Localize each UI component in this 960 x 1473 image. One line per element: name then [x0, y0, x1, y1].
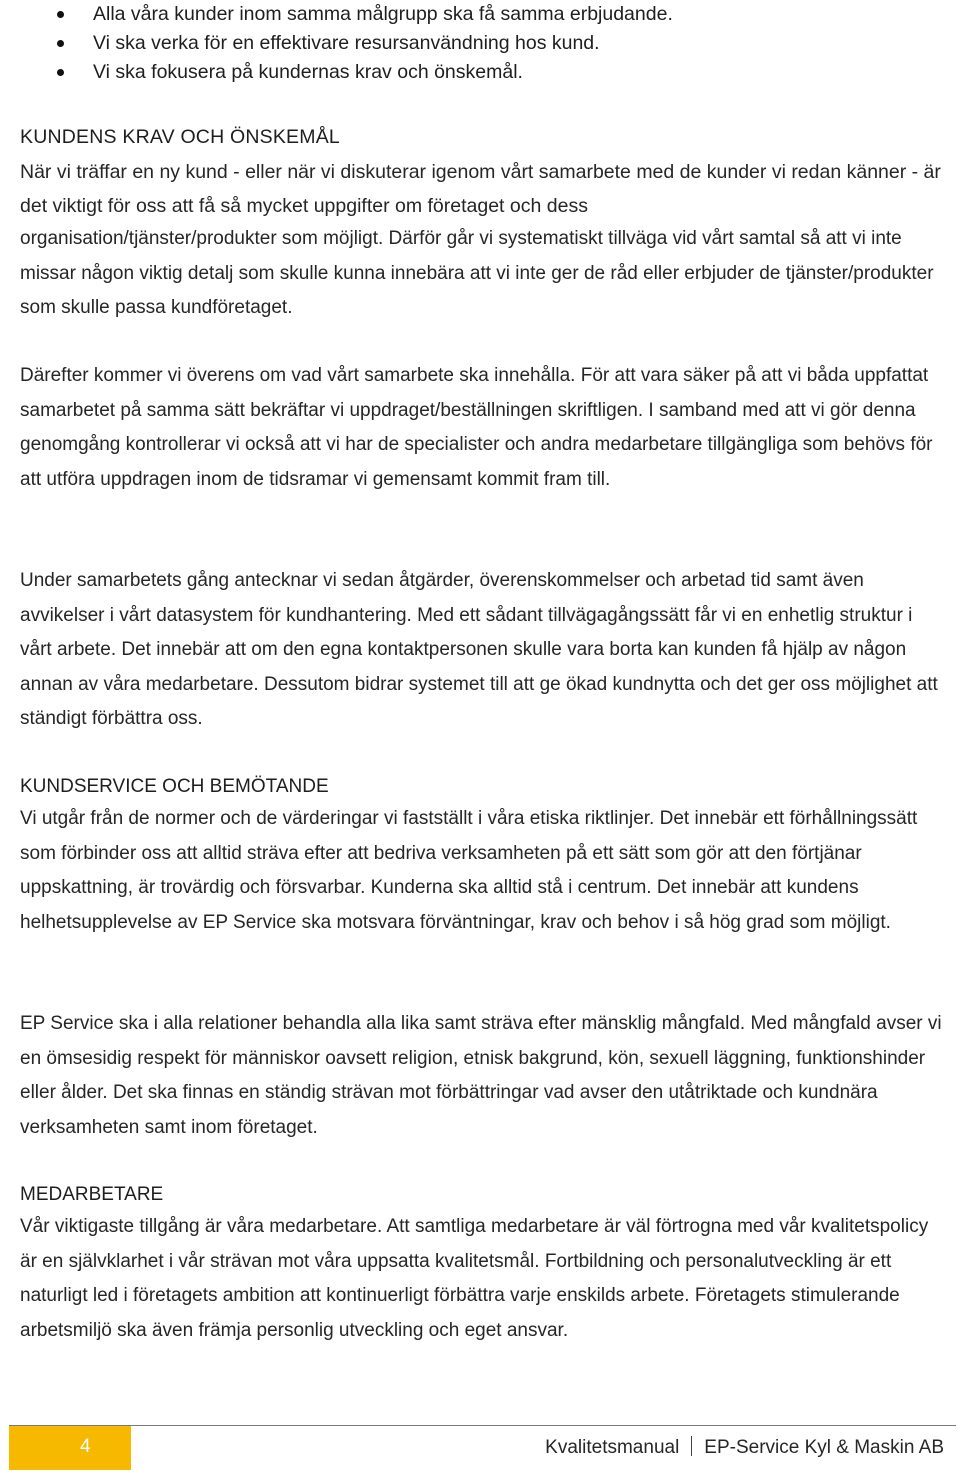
footer-document-title [545, 1436, 944, 1459]
footer-divider [9, 1425, 956, 1426]
section-paragraph: EP Service ska i alla relationer behandla alla lika samt sträva efter mänsklig mångfald. Med mångfald avser vi en ömsesidig respekt för människor oavsett religion, etnisk bakgrund, kön, sexuell läggning, funktionshinder eller ålder. Det ska finnas en ständig strävan mot förbättringar vad avser den utåtriktade och kundnära verksamheten samt inom företaget. [20, 1013, 942, 1138]
section-heading: KUNDENS KRAV OCH ÖNSKEMÅL [20, 126, 340, 148]
section-paragraph: organisation/tjänster/produkter som möjligt. Därför går vi systematiskt tillväga vid vårt samtal så att vi inte missar någon viktig detalj som skulle kunna innebära att vi inte ger de råd eller erbjuder de tjänster/produkter som skulle passa kundföretaget. [20, 228, 934, 318]
bullet-dot-icon [57, 40, 64, 47]
section-kundens-krav-body-3 [20, 564, 945, 737]
bullet-item [20, 0, 920, 29]
section-kundens-krav-body [20, 222, 945, 326]
footer-title-left: Kvalitetsmanual [545, 1437, 680, 1458]
section-paragraph: Vår viktigaste tillgång är våra medarbetare. Att samtliga medarbetare är väl förtrogna med vår kvalitetspolicy är en självklarhet i vår strävan mot våra uppsatta kvalitetsmål. Fortbildning och personalutveckling är ett naturligt led i företagets ambition att kontinuerligt förbättra varje enskilds arbete. Företagets stimulerande arbetsmiljö ska även främja personlig utveckling och eget ansvar. [20, 1216, 929, 1341]
bullet-item [20, 29, 920, 58]
bullet-item [20, 58, 920, 87]
section-paragraph: Därefter kommer vi överens om vad vårt samarbete ska innehålla. För att vara säker på att vi båda uppfattat samarbetet på samma sätt bekräftar vi uppdraget/beställningen skriftligen. I samband med att vi gör denna genomgång kontrollerar vi också att vi har de specialister och andra medarbetare tillgängliga som behövs för att utföra uppdragen inom de tidsramar vi gemensamt kommit fram till. [20, 365, 933, 490]
goal-bullet-list [20, 0, 920, 87]
section-paragraph: Under samarbetets gång antecknar vi sedan åtgärder, överenskommelser och arbetad tid samt även avvikelser i vårt datasystem för kundhantering. Med ett sådant tillvägagångssätt får vi en enhetlig struktur i vårt arbete. Det innebär att om den egna kontaktpersonen skulle vara borta kan kunden få hjälp av någon annan av våra medarbetare. Dessutom bidrar systemet till att ge ökad kundnytta och det ger oss möjlighet att ständigt förbättra oss. [20, 570, 938, 729]
bullet-text: Alla våra kunder inom samma målgrupp ska få samma erbjudande. [93, 3, 673, 25]
footer-page-number-box [9, 1426, 131, 1470]
footer-page-number: 4 [80, 1436, 91, 1457]
section-heading: KUNDSERVICE OCH BEMÖTANDE [20, 776, 329, 797]
bullet-dot-icon [57, 11, 64, 18]
footer-title-right: EP-Service Kyl & Maskin AB [704, 1437, 944, 1458]
section-kundservice [20, 773, 945, 940]
section-kundservice-body-2 [20, 1007, 945, 1145]
bullet-text: Vi ska fokusera på kundernas krav och önskemål. [93, 61, 523, 83]
bullet-text: Vi ska verka för en effektivare resursanvändning hos kund. [93, 32, 600, 54]
section-intro-paragraph: När vi träffar en ny kund - eller när vi diskuterar igenom vårt samarbete med de kunder vi redan känner - är det viktigt för oss att få så mycket uppgifter om företaget och dess [20, 161, 941, 217]
section-paragraph: Vi utgår från de normer och de värderingar vi fastställt i våra etiska riktlinjer. Det innebär ett förhållningssätt som förbinder oss att alltid sträva efter att bedriva verksamheten på ett sätt som gör att den förtjänar uppskattning, är trovärdig och försvarbar. Kunderna ska alltid stå i centrum. Det innebär att kundens helhetsupplevelse av EP Service ska motsvara förväntningar, krav och behov i så hög grad som möjligt. [20, 808, 918, 933]
footer-separator [691, 1436, 692, 1456]
section-kundens-krav-body-2 [20, 359, 945, 497]
section-heading: MEDARBETARE [20, 1184, 164, 1205]
section-medarbetare [20, 1181, 945, 1348]
section-kundens-krav [20, 123, 945, 223]
bullet-dot-icon [57, 69, 64, 76]
